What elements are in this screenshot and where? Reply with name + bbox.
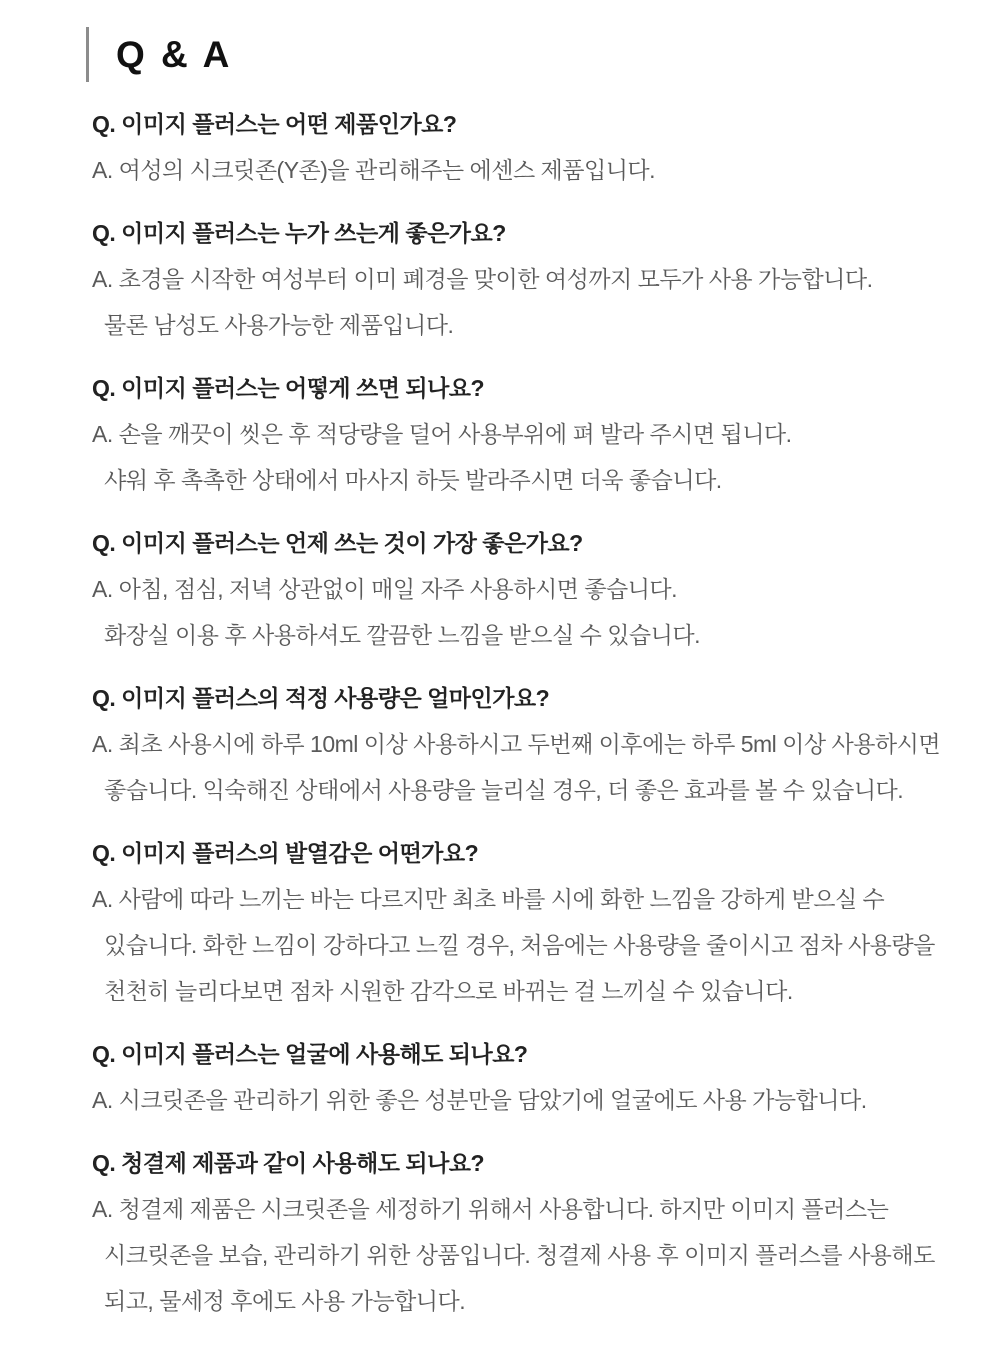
answer-text: 천천히 늘리다보면 점차 시원한 감각으로 바뀌는 걸 느끼실 수 있습니다.: [104, 978, 793, 1004]
question-text: Q. 이미지 플러스의 발열감은 어떤가요?: [92, 840, 479, 866]
question-text: Q. 이미지 플러스는 얼굴에 사용해도 되나요?: [92, 1041, 528, 1067]
answer-text: 샤워 후 촉촉한 상태에서 마사지 하듯 발라주시면 더욱 좋습니다.: [104, 467, 722, 493]
answer-text: 시크릿존을 보습, 관리하기 위한 상품입니다. 청결제 사용 후 이미지 플러스를 사용해도: [104, 1242, 935, 1268]
qa-header: [86, 27, 1008, 82]
question-text: Q. 이미지 플러스의 적정 사용량은 얼마인가요?: [92, 685, 550, 711]
answer-text: 물론 남성도 사용가능한 제품입니다.: [104, 312, 454, 338]
question-text: Q. 청결제 제품과 같이 사용해도 되나요?: [92, 1150, 485, 1176]
qa-section: [92, 210, 1008, 348]
question-text: Q. 이미지 플러스는 어떻게 쓰면 되나요?: [92, 375, 485, 401]
answer-text: A. 사람에 따라 느끼는 바는 다르지만 최초 바를 시에 화한 느낌을 강하게 받으실 수: [92, 886, 885, 912]
qa-section: [92, 830, 1008, 1014]
answer-text: A. 시크릿존을 관리하기 위한 좋은 성분만을 담았기에 얼굴에도 사용 가능합니다.: [92, 1087, 867, 1113]
qa-section: [92, 101, 1008, 193]
answer-text: 되고, 물세정 후에도 사용 가능합니다.: [104, 1288, 466, 1314]
question-text: Q. 이미지 플러스는 누가 쓰는게 좋은가요?: [92, 220, 506, 246]
answer-text: A. 청결제 제품은 시크릿존을 세정하기 위해서 사용합니다. 하지만 이미지 플러스는: [92, 1196, 889, 1222]
answer-text: A. 초경을 시작한 여성부터 이미 폐경을 맞이한 여성까지 모두가 사용 가능합니다.: [92, 266, 873, 292]
answer-text: 있습니다. 화한 느낌이 강하다고 느낄 경우, 처음에는 사용량을 줄이시고 점차 사용량을: [104, 932, 935, 958]
qa-section: [92, 1140, 1008, 1324]
qa-section: [92, 675, 1008, 813]
answer-text: A. 아침, 점심, 저녁 상관없이 매일 자주 사용하시면 좋습니다.: [92, 576, 678, 602]
page-title: Q & A: [116, 34, 233, 75]
answer-text: 화장실 이용 후 사용하셔도 깔끔한 느낌을 받으실 수 있습니다.: [104, 622, 700, 648]
answer-text: A. 여성의 시크릿존(Y존)을 관리해주는 에센스 제품입니다.: [92, 157, 656, 183]
qa-section: [92, 520, 1008, 658]
question-text: Q. 이미지 플러스는 언제 쓰는 것이 가장 좋은가요?: [92, 530, 583, 556]
qa-list: [92, 101, 1008, 1324]
answer-text: 좋습니다. 익숙해진 상태에서 사용량을 늘리실 경우, 더 좋은 효과를 볼 수 있습니다.: [104, 777, 904, 803]
qa-section: [92, 1031, 1008, 1123]
page-root: [0, 27, 1008, 1371]
qa-section: [92, 365, 1008, 503]
answer-text: A. 최초 사용시에 하루 10ml 이상 사용하시고 두번째 이후에는 하루 5ml 이상 사용하시면: [92, 731, 941, 757]
answer-text: A. 손을 깨끗이 씻은 후 적당량을 덜어 사용부위에 펴 발라 주시면 됩니다.: [92, 421, 792, 447]
question-text: Q. 이미지 플러스는 어떤 제품인가요?: [92, 111, 457, 137]
